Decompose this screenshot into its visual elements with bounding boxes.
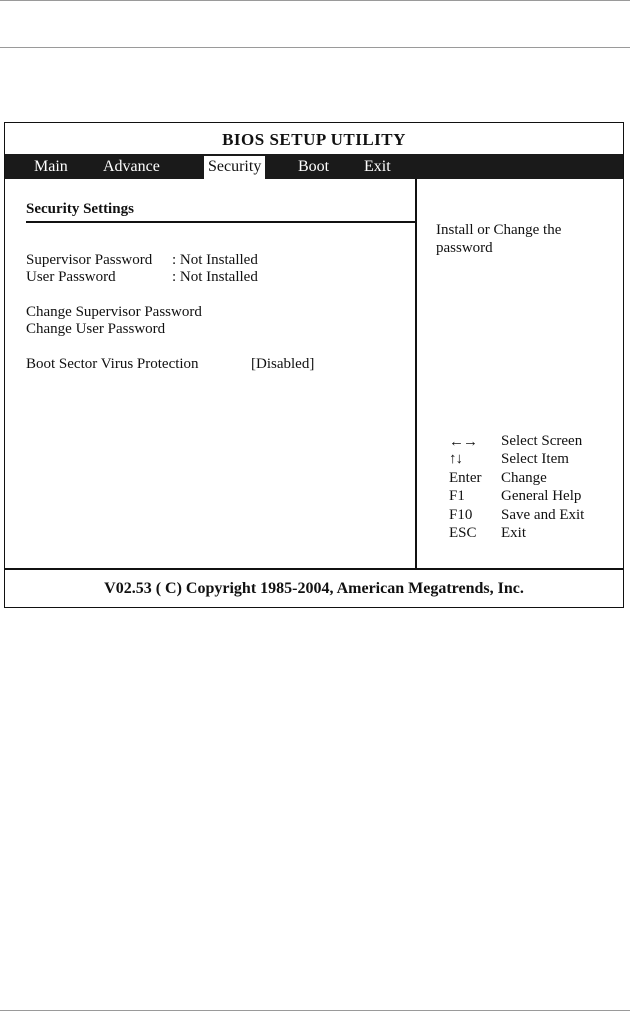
user-password-label: User Password bbox=[26, 269, 116, 285]
supervisor-password-status bbox=[26, 252, 258, 269]
user-password-value: : Not Installed bbox=[172, 269, 258, 285]
key-esc: ESC bbox=[449, 525, 477, 541]
key-desc-select-screen: Select Screen bbox=[501, 433, 583, 449]
boot-sector-virus-protection-option[interactable] bbox=[26, 356, 315, 373]
copyright-footer: V02.53 ( C) Copyright 1985-2004, American Megatrends, Inc. bbox=[104, 580, 524, 597]
tab-main[interactable]: Main bbox=[34, 158, 68, 175]
change-user-password-option[interactable]: Change User Password bbox=[26, 321, 166, 337]
tab-boot[interactable]: Boot bbox=[298, 158, 330, 175]
section-rule bbox=[26, 221, 415, 223]
bios-window bbox=[4, 122, 624, 608]
panel-divider bbox=[415, 179, 417, 568]
boot-sector-label: Boot Sector Virus Protection bbox=[26, 356, 199, 372]
key-desc-save-and-exit: Save and Exit bbox=[501, 507, 585, 523]
section-title: Security Settings bbox=[26, 201, 134, 217]
supervisor-password-label: Supervisor Password bbox=[26, 252, 153, 268]
page-top-rule bbox=[0, 0, 630, 1]
key-f10: F10 bbox=[449, 507, 473, 523]
key-desc-select-item: Select Item bbox=[501, 451, 569, 467]
page-bottom-rule bbox=[0, 1010, 630, 1011]
tab-security[interactable]: Security bbox=[204, 156, 265, 181]
key-desc-exit: Exit bbox=[501, 525, 526, 541]
left-right-arrow-icon: ←→ bbox=[449, 434, 477, 450]
menu-bar bbox=[5, 154, 623, 179]
key-f1: F1 bbox=[449, 488, 465, 504]
tab-advance[interactable]: Advance bbox=[103, 158, 160, 175]
key-desc-change: Change bbox=[501, 470, 547, 486]
key-enter: Enter bbox=[449, 470, 482, 486]
boot-sector-value[interactable]: [Disabled] bbox=[251, 356, 315, 372]
change-supervisor-password-option[interactable]: Change Supervisor Password bbox=[26, 304, 202, 320]
tab-exit[interactable]: Exit bbox=[364, 158, 391, 175]
user-password-status bbox=[26, 269, 258, 286]
key-desc-general-help: General Help bbox=[501, 488, 582, 504]
help-text: Install or Change the password bbox=[436, 222, 562, 256]
page-header-rule bbox=[0, 47, 630, 48]
supervisor-password-value: : Not Installed bbox=[172, 252, 258, 268]
up-down-arrow-icon: ↑↓ bbox=[449, 451, 462, 467]
bios-title: BIOS SETUP UTILITY bbox=[222, 130, 406, 149]
